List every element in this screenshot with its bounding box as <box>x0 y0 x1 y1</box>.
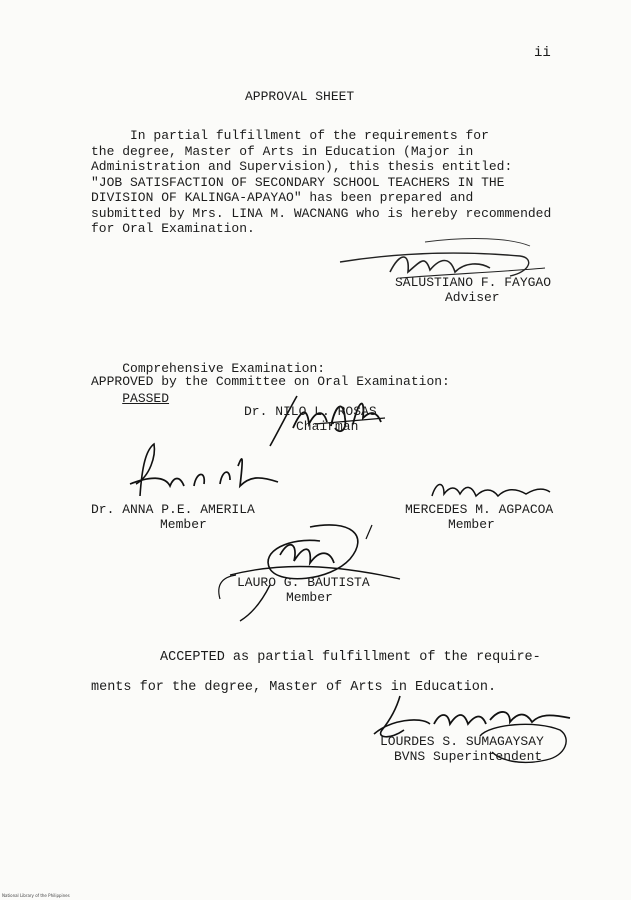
comprehensive-result: PASSED <box>122 391 170 406</box>
superintendent-role: BVNS Superintendent <box>394 749 543 764</box>
adviser-name: SALUSTIANO F. FAYGAO <box>395 275 552 290</box>
member-center-name: LAURO G. BAUTISTA <box>237 575 370 590</box>
chairman-name: Dr. NILO L. ROSAS <box>244 404 377 419</box>
adviser-role: Adviser <box>445 290 500 305</box>
intro-line: "JOB SATISFACTION OF SECONDARY SCHOOL TEACHERS IN THE <box>91 174 505 190</box>
member-right-name: MERCEDES M. AGPACOA <box>405 502 554 517</box>
superintendent-name: LOURDES S. SUMAGAYSAY <box>380 734 544 749</box>
member-left-name: Dr. ANNA P.E. AMERILA <box>91 502 255 517</box>
member-right-role: Member <box>448 517 495 532</box>
intro-line: DIVISION OF KALINGA-APAYAO" has been prepared and <box>91 190 474 205</box>
intro-line: the degree, Master of Arts in Education (Major in <box>91 143 474 159</box>
member-right-signature <box>426 474 556 504</box>
page-title: APPROVAL SHEET <box>245 89 355 104</box>
member-left-role: Member <box>160 517 207 532</box>
footer-note: National Library of the Philippines <box>2 893 70 898</box>
intro-line: submitted by Mrs. LINA M. WACNANG who is hereby recommended <box>91 205 552 221</box>
page-number: ii <box>534 45 551 61</box>
member-center-signature <box>200 515 410 625</box>
intro-line: for Oral Examination. <box>91 221 255 236</box>
intro-line: Administration and Supervision), this thesis entitled: <box>91 159 513 174</box>
chairman-role: Chairman <box>296 419 359 434</box>
member-left-signature <box>110 436 290 506</box>
committee-statement: APPROVED by the Committee on Oral Examination: <box>91 374 450 389</box>
acceptance-line: ACCEPTED as partial fulfillment of the require- <box>160 650 541 665</box>
acceptance-line: ments for the degree, Master of Arts in Education. <box>91 680 497 695</box>
intro-paragraph <box>91 128 591 237</box>
member-center-role: Member <box>286 590 333 605</box>
intro-line: In partial fulfillment of the requirements for <box>91 128 489 143</box>
comprehensive-label: Comprehensive Examination: <box>122 361 326 376</box>
